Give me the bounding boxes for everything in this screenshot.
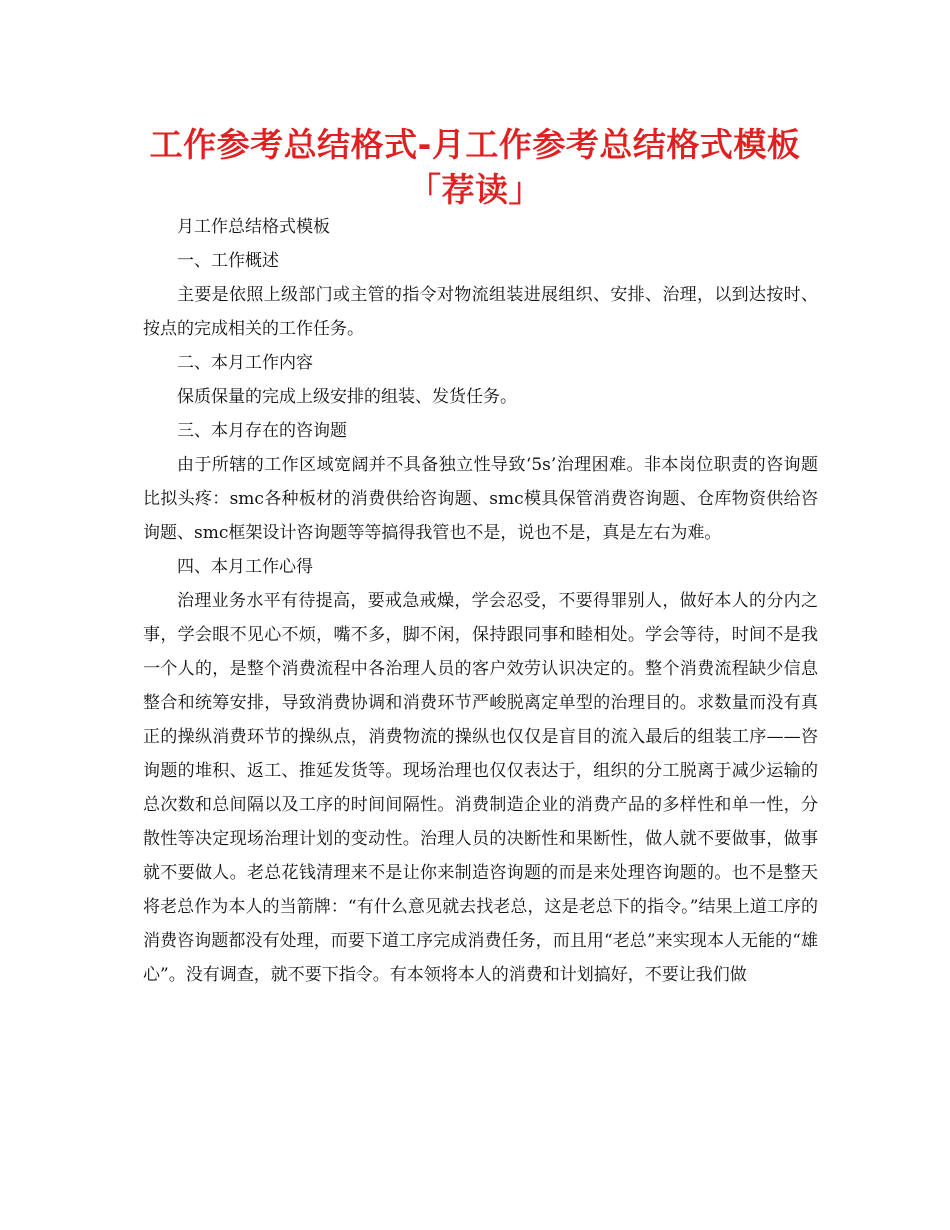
document-body: [143, 210, 818, 992]
section-heading-insights: 四、本月工作心得: [177, 557, 313, 577]
subtitle-paragraph: 月工作总结格式模板: [177, 217, 330, 237]
section-heading-content: 二、本月工作内容: [177, 353, 313, 373]
section-heading-problems: 三、本月存在的咨询题: [177, 421, 347, 441]
problems-paragraph: 由于所辖的工作区域宽阔并不具备独立性导致‘5s’治理困难。非本岗位职责的咨询题比拟头疼：smc各种板材的消费供给咨询题、smc模具保管消费咨询题、仓库物资供给咨询题、smc框架设计咨询题等等搞得我管也不是，说也不是，真是左右为难。: [143, 455, 818, 543]
insights-paragraph: 治理业务水平有待提高，要戒急戒燥，学会忍受，不要得罪别人，做好本人的分内之事，学会眼不见心不烦，嘴不多，脚不闲，保持跟同事和睦相处。学会等待，时间不是我一个人的，是整个消费流程中各治理人员的客户效劳认识决定的。整个消费流程缺少信息整合和统筹安排，导致消费协调和消费环节严峻脱离定单型的治理目的。求数量而没有真正的操纵消费环节的操纵点，消费物流的操纵也仅仅是盲目的流入最后的组装工序——咨询题的堆积、返工、推延发货等。现场治理也仅仅表达于，组织的分工脱离于减少运输的总次数和总间隔以及工序的时间间隔性。消费制造企业的消费产品的多样性和单一性，分散性等决定现场治理计划的变动性。治理人员的决断性和果断性，做人就不要做事，做事就不要做人。老总花钱清理来不是让你来制造咨询题的而是来处理咨询题的。也不是整天将老总作为本人的当箭牌：“有什么意见就去找老总，这是老总下的指令。”结果上道工序的消费咨询题都没有处理，而要下道工序完成消费任务，而且用“老总”来实现本人无能的“雄心”。没有调查，就不要下指令。有本领将本人的消费和计划搞好，不要让我们做: [143, 591, 818, 985]
document-title: 工作参考总结格式-月工作参考总结格式模板「荐读」: [149, 125, 801, 209]
content-paragraph: 保质保量的完成上级安排的组装、发货任务。: [177, 387, 517, 407]
overview-paragraph: 主要是依照上级部门或主管的指令对物流组装进展组织、安排、治理，以到达按时、按点的完成相关的工作任务。: [143, 285, 818, 339]
section-heading-overview: 一、工作概述: [177, 251, 279, 271]
